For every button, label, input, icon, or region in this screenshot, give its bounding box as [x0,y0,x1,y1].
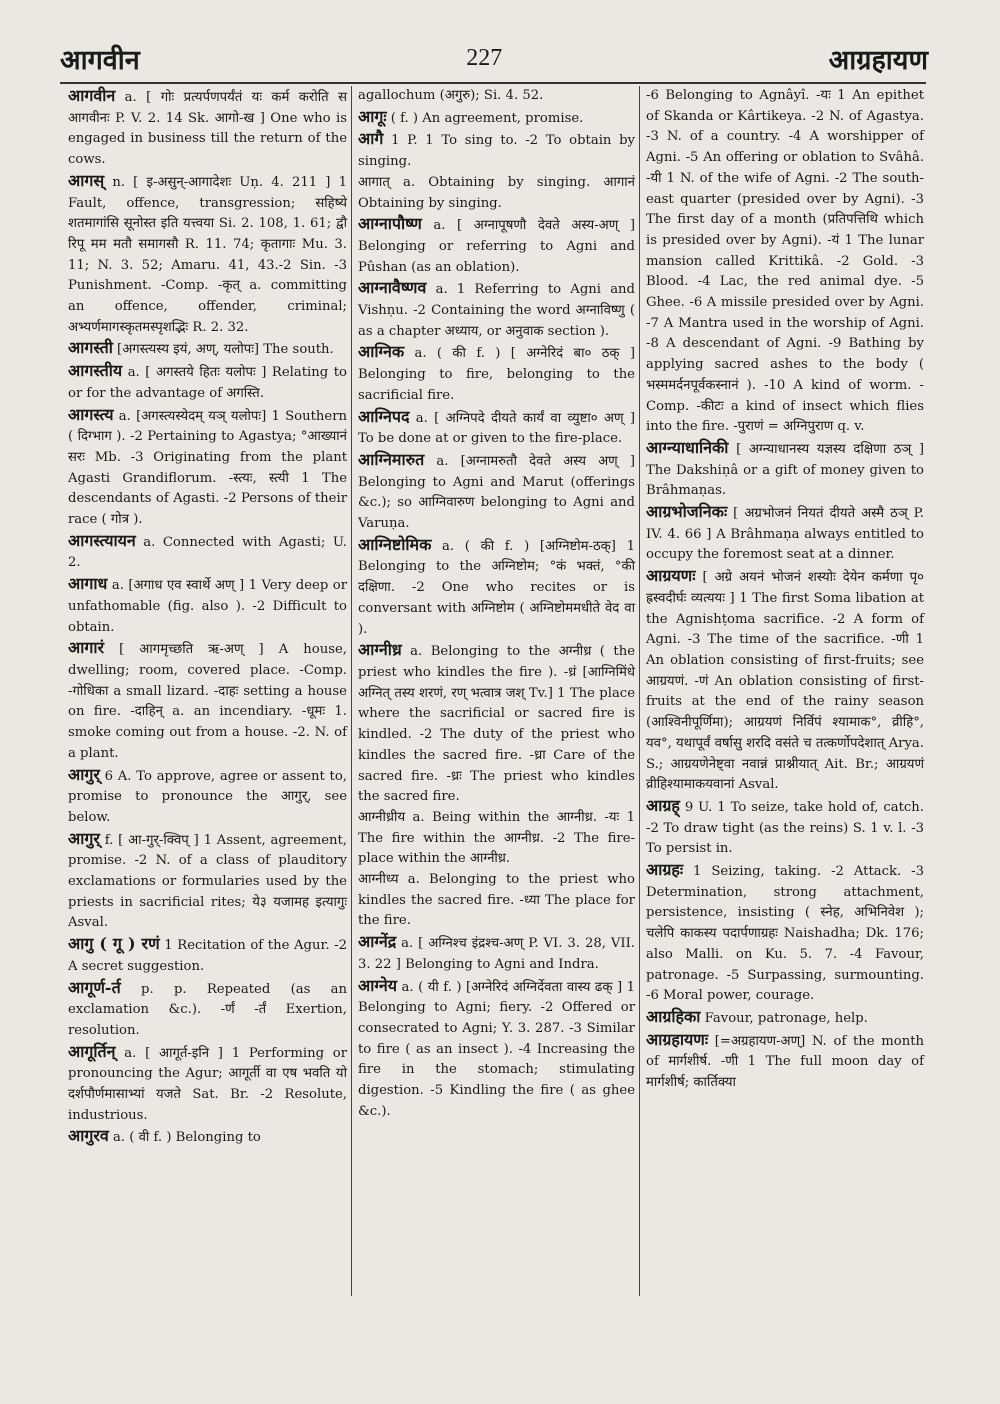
entry-headword: आग्नीध्र [358,640,402,660]
entry-definition: a. ( की f. ) [ अग्नेरिदं बा० ठक् ] Belonging to fire, belonging to the sacrificial fire. [358,346,635,403]
entry-definition: a. [अगाध एव स्वार्थे अण् ] 1 Very deep or unfathomable (fig. also ). -2 Difficult to obtain. [68,578,347,635]
dictionary-entry [646,86,924,438]
dictionary-entry [68,978,347,1042]
dictionary-entry [68,1042,347,1127]
entry-definition: [ अग्रभोजनं नियतं दीयते अस्मै ठञ् P. IV. 4. 66 ] A Brâhmaṇa always entitled to occupy the foremost seat at a dinner. [646,506,924,563]
dictionary-entry [358,932,635,975]
entry-definition: n. [ इ-असुन्-आगादेशः Uṇ. 4. 211 ] 1 Fault, offence, transgression; सहिष्ये शतमागांसि सूनोस्त इति यत्त्वया Si. 2. 108, 1. 61; द्वौ रिपू मम मतौ समागसौ R. 11. 74; कृतागाः Mu. 3. 11; N. 3. 52; Amaru. 41, 43.-2 Sin. -3 Punishment. -Comp. -कृत् a. committing an offence, offender, criminal; अभ्यर्णमागस्कृतमस्पृशद्भिः R. 2. 32. [68,174,347,335]
dictionary-entry [358,342,635,406]
entry-definition: a. ( वी f. ) Belonging to [108,1130,261,1146]
page-number: 227 [466,44,503,71]
entry-definition: agallochum (अगुरु); Si. 4. 52. [358,88,544,103]
dictionary-entry [68,1126,347,1149]
dictionary-entry [358,278,635,342]
entry-definition: a. [ आगूर्त-इनि ] 1 Performing or pronouncing the Agur; आगूर्ती वा एष भवति यो दर्शपौर्णमासाभ्यां यजते Sat. Br. -2 Resolute, industrious. [68,1045,347,1123]
entry-headword: आगूः [358,106,387,126]
dictionary-entry [358,214,635,278]
entry-definition: f. [ आ-गुर्-क्विप् ] 1 Assent, agreement, promise. -2 N. of a class of plauditory exclamations or formularies used by the priests in sacrificial rites; ये३ यजामह इत्यागुः Asval. [68,832,347,931]
entry-definition: a. [ अग्निपदे दीयते कार्यं वा व्युष्टा० अण् ] To be done at or given to the fire-place. [358,410,635,447]
entry-headword: आग्निमारुत [358,449,425,469]
dictionary-entry [68,171,347,339]
dictionary-entry [646,438,924,502]
entry-headword: आग्न्याधानिकी [646,437,729,457]
entry-definition: a. [ अग्नापूषणौ देवते अस्य-अण् ] Belonging or referring to Agni and Pûshan (as an oblation). [358,218,635,275]
entry-headword: आग्निष्टोमिक [358,534,432,554]
entry-definition: a. [अगस्त्यस्येदम् यञ् यलोपः] 1 Southern ( दिग्भाग ). -2 Pertaining to Agastya; °आख्यानं सरः Mb. -3 Originating from the plant Agasti Grandiflorum. -स्त्यः, स्त्यी 1 The descendants of Agasti. -2 Persons of their race ( गोत्र ). [68,408,347,528]
column-2 [352,86,640,1296]
entry-definition: a. 1 Referring to Agni and Vishṇu. -2 Containing the word अग्नाविष्णु ( as a chapter अध्याय, or अनुवाक section ). [358,282,635,339]
entry-headword: आगुरव [68,1126,109,1146]
entry-headword: आगूर्तिन् [68,1041,116,1061]
entry-headword: आगु ( गू ) रणं [68,934,160,954]
entry-headword: आगस्ती [68,338,113,358]
dictionary-entry [646,1030,924,1094]
dictionary-entry [358,129,635,172]
entry-definition: आग्नीध्रीय a. Being within the आग्नीध्र. -यः 1 The fire within the आग्नीध्र. -2 The fire-place within the आग्नीध्र. [358,809,635,867]
entry-definition: [=अग्रहायण-अण्] N. of the month of मार्गशीर्ष. -णी 1 The full moon day of मार्गशीर्ष; कार्तिक्या [646,1033,924,1091]
entry-headword: आग्रह् [646,795,680,815]
entry-definition: a. [ अग्निश्च इंद्रश्च-अण् P. VI. 3. 28, VII. 3. 22 ] Belonging to Agni and Indra. [358,936,635,972]
entry-headword: आग्नेय [358,975,398,995]
entry-definition: 1 Seizing, taking. -2 Attack. -3 Determination, strong attachment, persistence, insisting ( स्नेह, अभिनिवेश ); चलेपि काकस्य पदार्पणाग्रहः Naishadha; Dk. 176; also Malli. on Ku. 5. 7. -4 Favour, patronage. -5 Surpassing, surmounting. -6 Moral power, courage. [646,864,924,1004]
entry-definition: 1 P. 1 To sing to. -2 To obtain by singing. [358,133,635,170]
dictionary-entry [358,808,635,870]
entry-definition: a. [ गोः प्रत्यर्पणपर्यंतं यः कर्म करोति स आगवीनः P. V. 2. 14 Sk. आगो-ख ] One who is engaged in business till the return of the cows. [68,90,347,168]
entry-definition: 9 U. 1 To seize, take hold of, catch. -2 To draw tight (as the reins) S. 1 v. l. -3 To persist in. [646,799,924,857]
dictionary-entry [646,860,924,1007]
dictionary-entry [358,107,635,130]
entry-definition: 1 Recitation of the Agur. -2 A secret suggestion. [68,938,347,974]
columns [62,86,928,1296]
entry-headword: आगस्तीय [68,361,123,381]
column-3 [640,86,928,1296]
dictionary-entry [646,502,924,566]
entry-headword: आगारं [68,638,105,658]
dictionary-entry [646,796,924,860]
dictionary-entry [358,640,635,808]
entry-headword: आग्नावैष्णव [358,278,427,298]
entry-definition: आग्नीध्य a. Belonging to the priest who kindles the sacred fire. -ध्या The place for the fire. [358,872,635,929]
entry-definition: a. ( यी f. ) [अग्नेरिदं अग्निर्देवता वास्य ढक् ] 1 Belonging to Agni; fiery. -2 Offered or consecrated to Agni; Y. 3. 287. -3 Similar to fire ( as an insect ). -4 Increasing the fire in the stomach; stimulating digestion. -5 Kindling the fire ( as ghee &c.). [358,979,635,1119]
dictionary-entry [646,566,924,796]
dictionary-entry [68,934,347,977]
entry-headword: आगुर् [68,828,100,848]
running-header [60,38,928,78]
dictionary-entry [358,870,635,932]
entry-headword: आगाध [68,574,108,594]
dictionary-entry [358,86,635,107]
entry-headword: आग्निपद [358,406,410,426]
dictionary-entry [358,976,635,1123]
entry-headword: आग्रहः [646,860,684,880]
entry-headword: आग्रहिका [646,1006,701,1026]
entry-definition: -6 Belonging to Agnâyî. -यः 1 An epithet of Skanda or Kârtikeya. -2 N. of Agastya. -3 N. of a country. -4 A worshipper of Agni. -5 An offering or oblation to Svâhâ. -यी 1 N. of the wife of Agni. -2 The south-east quarter (presided over by Agni). -3 The first day of a month (प्रतिपत्तिथि which is presided over by Agni). -यं 1 The lunar mansion called Krittikâ. -2 Gold. -3 Blood. -4 Lac, the red animal dye. -5 Ghee. -6 A missile presided over by Agni. -7 A Mantra used in the worship of Agni. -8 A descendant of Agni. -9 Bathing by applying sacred ashes to the body ( भस्ममर्दनपूर्वकस्नानं ). -10 A kind of worm. -Comp. -कीटः a kind of insect which flies into the fire. -पुराणं = अग्निपुराण q. v. [646,88,924,435]
header-left-word: आगवीन [60,44,140,76]
entry-definition: a. [अग्नामरुतौ देवते अस्य अण् ] Belonging to Agni and Marut (offerings &c.); so आग्निवारुण belonging to Agni and Varuṇa. [358,453,635,532]
dictionary-entry [68,638,347,764]
entry-definition: a. [ अगस्तये हितः यलोपः ] Relating to or for the advantage of अगस्ति. [68,365,347,401]
dictionary-entry [68,765,347,829]
entry-definition: ( f. ) An agreement, promise. [386,110,584,126]
entry-definition: Favour, patronage, help. [700,1010,868,1026]
entry-definition: [अगस्त्यस्य इयं, अण्, यलोपः] The south. [112,342,334,358]
entry-headword: आगुर् [68,764,100,784]
dictionary-entry [358,407,635,450]
dictionary-entry [358,173,635,214]
entry-headword: आगस् [68,170,105,190]
entry-headword: आग्रभोजनिकः [646,502,728,522]
entry-headword: आगस्त्य [68,404,114,424]
entry-definition: a. Connected with Agasti; U. 2. [68,534,347,571]
entry-definition: p. p. Repeated (as an exclamation &c.). -र्णं -र्तं Exertion, resolution. [68,981,347,1038]
entry-definition: आगात् a. Obtaining by singing. आगानं Obtaining by singing. [358,174,635,211]
entry-definition: a. Belonging to the अग्नीध्र ( the priest who kindles the fire ). -ध्रं [आग्निमिंधे अग्नित् तस्य शरणं, रण् भत्वात्र जश् Tv.] 1 The place where the sacrificial or sacred fire is kindled. -2 The duty of the priest who kindles the sacred fire. -ध्रा Care of the sacred fire. -ध्रः The priest who kindles the sacred fire. [358,644,635,805]
entry-definition: [ आगमृच्छति ऋ-अण् ] A house, dwelling; room, covered place. -Comp. -गोधिका a small lizard. -दाहः setting a house on fire. -दाहिन् a. an incendiary. -धूमः 1. smoke coming out from a house. -2. N. of a plant. [68,642,347,761]
dictionary-entry [68,574,347,638]
dictionary-entry [68,405,347,531]
dictionary-entry [68,829,347,935]
dictionary-entry [646,1007,924,1030]
entry-definition: [ अग्रे अयनं भोजनं शस्योः देयेन कर्मणा पृ० ह्रस्वदीर्घः व्यत्ययः ] 1 The first Soma libation at the Agnishṭoma sacrifice. -2 A form of Agni. -3 The time of the sacrifice. -णी 1 An oblation consisting of first-fruits; see आग्रयणं. -णं An oblation consisting of first-fruits at the end of the rainy season (आश्विनीपूर्णिमा); आग्रयणं निर्विपं श्यामाक°, व्रीहि°, यव°, यथापूर्वं वर्षासु शरदि वसंते च तत्कर्णोपदेशात् Arya. S.; आग्रयणेनेष्ट्वा नवान्नं प्राश्नीयात् Ait. Br.; आग्रयणं व्रीहिश्यामाकयवानां Asval. [646,570,924,793]
header-rule [60,82,926,84]
dictionary-entry [68,86,347,171]
dictionary-entry [68,361,347,404]
entry-definition: a. ( की f. ) [अग्निष्टोम-ठक्] 1 Belonging to the अग्निष्टोम; °कं भक्तं, °की दक्षिणा. -2 One who recites or is conversant with अग्निष्टोम ( अग्निष्टोममधीते वेद वा ). [358,538,635,637]
header-right-word: आग्रहायण [828,44,928,76]
column-1 [62,86,352,1296]
dictionary-entry [68,531,347,574]
entry-definition: 6 A. To approve, agree or assent to, promise to pronounce the आगुर्, see below. [68,768,347,825]
dictionary-entry [358,535,635,641]
entry-headword: आगूर्ण-र्त [68,977,121,997]
dictionary-entry [358,450,635,535]
entry-headword: आग्नेंद्र [358,932,397,952]
dictionary-entry [68,338,347,361]
entry-headword: आगवीन [68,86,116,105]
entry-headword: आग्नापौष्ण [358,214,422,234]
entry-definition: [ अग्न्याधानस्य यज्ञस्य दक्षिणा ठञ् ] The Dakshiṇâ or a gift of money given to Brâhmaṇas. [646,441,924,499]
entry-headword: आग्निक [358,342,405,362]
entry-headword: आगस्त्यायन [68,530,136,550]
entry-headword: आग्रहायणः [646,1029,709,1049]
entry-headword: आगै [358,129,384,149]
entry-headword: आग्रयणः [646,566,696,586]
